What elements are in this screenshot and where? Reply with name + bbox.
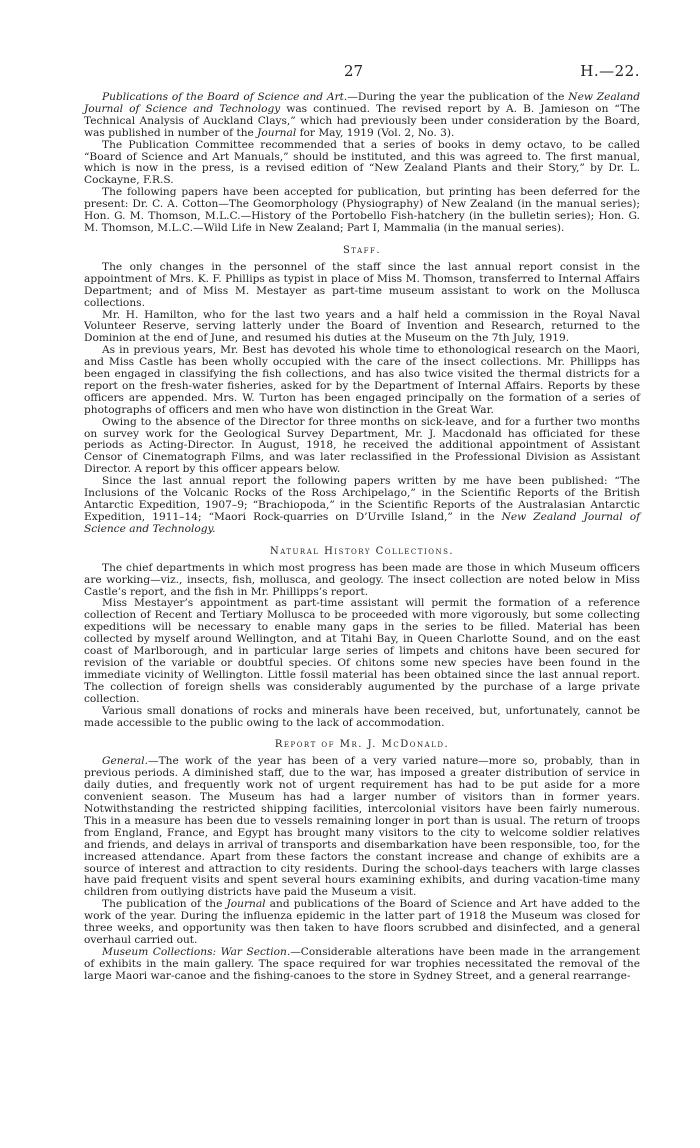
text-run: The Publication Committee recommended that a series of books in demy octavo, to be called “Board of Science and Art Manuals,” should be instituted, and this was agreed to. The first manual, which is now in the press, is a revised edition of “New Zealand Plants and their Story,” by Dr. L. Cockayne, F.R.S. (84, 138, 640, 187)
section-heading: Staff. (342, 244, 382, 256)
italic-text: General. (102, 755, 148, 768)
italic-text: New Zealand Journal of Science and Technology (84, 91, 640, 115)
paragraph (84, 756, 640, 899)
text-run: The publication of the (102, 898, 227, 911)
text-run: Mr. H. Hamilton, who for the last two years and a half held a commission in the Royal Naval Volunteer Reserve, serving latterly under the Board of Invention and Research, returned to the Dominion at the end of June, and resumed his duties at the Museum on the 7th July, 1919. (84, 308, 640, 345)
document-body (84, 92, 640, 983)
document-reference: H.—22. (580, 62, 640, 80)
page-number: 27 (344, 62, 364, 80)
italic-text: Museum Collections: War Section. (102, 945, 291, 958)
section-heading: Report of Mr. J. McDonald. (274, 739, 450, 751)
text-run: The only changes in the personnel of the staff since the last annual report consist in the appointment of Mrs. K. F. Phillips as typist in place of Miss M. Thomson, transferred to Internal Affairs Department; and of Miss M. Mestayer as part-time museum assistant to work on the Mollusca collections. (84, 260, 640, 309)
text-run: The chief departments in which most progress has been made are those in which Museum officers are working—viz., insects, fish, mollusca, and geology. The insect collection are noted below in Miss Castle’s report, and the fish in Mr. Phillipps’s report. (84, 561, 640, 598)
text-run: —The work of the year has been of a very varied nature—more so, probably, than in previous periods. A diminished staff, due to the war, has imposed a greater distribution of service in daily duties, and frequently work not of urgent requirement has had to be put aside for a more convenient season. The Museum has had a larger number of visitors than in former years. Notwithstanding the restricted shipping facilities, intercolonial visitors have been fairly numerous. This in a measure has been due to vessels remaining longer in port than is usual. The return of troops from England, France, and Egypt has brought many visitors to the city to welcome soldier relatives and friends, and delays in arrival of transports and disembarkation have been responsible, too, for the increased attendance. Apart from these factors the constant increase and change of exhibits are a source of interest and attraction to city residents. During the school-days teachers with large classes have paid frequent visits and spent several hours examining exhibits, and during vacation-time many children from outlying districts have paid the Museum a visit. (84, 755, 640, 899)
paragraph (84, 262, 640, 310)
italic-text: Journal (257, 126, 297, 139)
italic-text: Publications of the Board of Science and Art. (102, 91, 348, 103)
text-run: Miss Mestayer’s appointment as part-time assistant will permit the formation of a reference collection of Recent and Tertiary Mollusca to be proceeded with more vigorously, but some collecting expeditions will be necessary to enable many gaps in the series to be filled. Material has been collected by myself around Wellington, and at Titahi Bay, in Queen Charlotte Sound, and on the east coast of Marlborough, and in particular large series of limpets and chitons have been secured for revision of the variable or doubtful species. Of chitons some new species have been found in the immediate vicinity of Wellington. Little fossil material has been obtained since the last annual report. The collection of foreign shells was considerably augumented by the purchase of a large private collection. (84, 597, 640, 705)
paragraph (84, 598, 640, 705)
paragraph (84, 563, 640, 599)
document-page (84, 62, 640, 983)
italic-text: New Zealand Journal of Science and Technology. (84, 510, 640, 535)
text-run: Since the last annual report the following papers written by me have been published: “The Inclusions of the Volcanic Rocks of the Ross Archipelago,” in the Scientific Reports of the British Antarctic Expedition, 1907–9; “Brachiopoda,” in the Scientific Reports of the Australasian Antarctic Expedition, 1911–14; “Maori Rock-quarries on D’Urville Island,” in the (84, 475, 640, 523)
text-run: The following papers have been accepted for publication, but printing has been deferred for the present: Dr. C. A. Cotton—The Geomorphology (Physiography) of New Zealand (in the manual series); Hon. G. M. Thomson, M.L.C.—History of the Portobello Fish-hatchery (in the bulletin series); Hon. G. M. Thomson, M.L.C.—Wild Life in New Zealand; Part I, Mammalia (in the manual series). (84, 186, 640, 234)
paragraph (84, 92, 640, 140)
page-header (84, 62, 640, 92)
text-run: Various small donations of rocks and minerals have been received, but, unfortunately, cannot be made accessible to the public owing to the lack of accommodation. (84, 704, 640, 729)
section-heading: Natural History Collections. (269, 545, 455, 557)
text-run: —During the year the publication of the (347, 91, 569, 103)
paragraph (84, 310, 640, 346)
paragraph (84, 140, 640, 188)
paragraph (84, 899, 640, 947)
paragraph (84, 345, 640, 416)
text-run: was continued. The revised report by A. B. Jamieson on “The Technical Analysis of Auckland Clays,” which had previously been under consideration by the Board, was published in number of the (84, 102, 640, 139)
text-run: Owing to the absence of the Director for three months on sick-leave, and for a further two months on survey work for the Geological Survey Department, Mr. J. Macdonald has officiated for these periods as Acting-Director. In August, 1918, he received the additional appointment of Assistant Censor of Cinematograph Films, and was later reclassified in the Professional Division as Assistant Director. A report by this officer appears below. (84, 415, 640, 476)
italic-text: Journal (226, 898, 266, 911)
text-run: —Considerable alterations have been made in the arrangement of exhibits in the main gallery. The space required for war trophies necessitated the removal of the large Maori war-canoe and the fishing-canoes to the store in Sydney Street, and a general rearrange- (84, 945, 640, 982)
text-run: As in previous years, Mr. Best has devoted his whole time to ethonological research on the Maori, and Miss Castle has been wholly occupied with the care of the insect collections. Mr. Phillipps has been engaged in classifying the fish collections, and has also twice visited the thermal districts for a report on the fresh-water fisheries, asked for by the Department of Internal Affairs. Reports by these officers are appended. Mrs. W. Turton has been engaged principally on the formation of a series of photographs of officers and men who have won distinction in the Great War. (84, 344, 640, 416)
paragraph (84, 476, 640, 536)
paragraph (84, 706, 640, 730)
paragraph (84, 947, 640, 983)
text-run: for May, 1919 (Vol. 2, No. 3). (296, 126, 455, 139)
paragraph (84, 417, 640, 477)
text-run: and publications of the Board of Science and Art have added to the work of the year. During the influenza epidemic in the latter part of 1918 the Museum was closed for three weeks, and opportunity was then taken to have floors scrubbed and disinfected, and a general overhaul carried out. (84, 898, 640, 946)
paragraph (84, 187, 640, 235)
